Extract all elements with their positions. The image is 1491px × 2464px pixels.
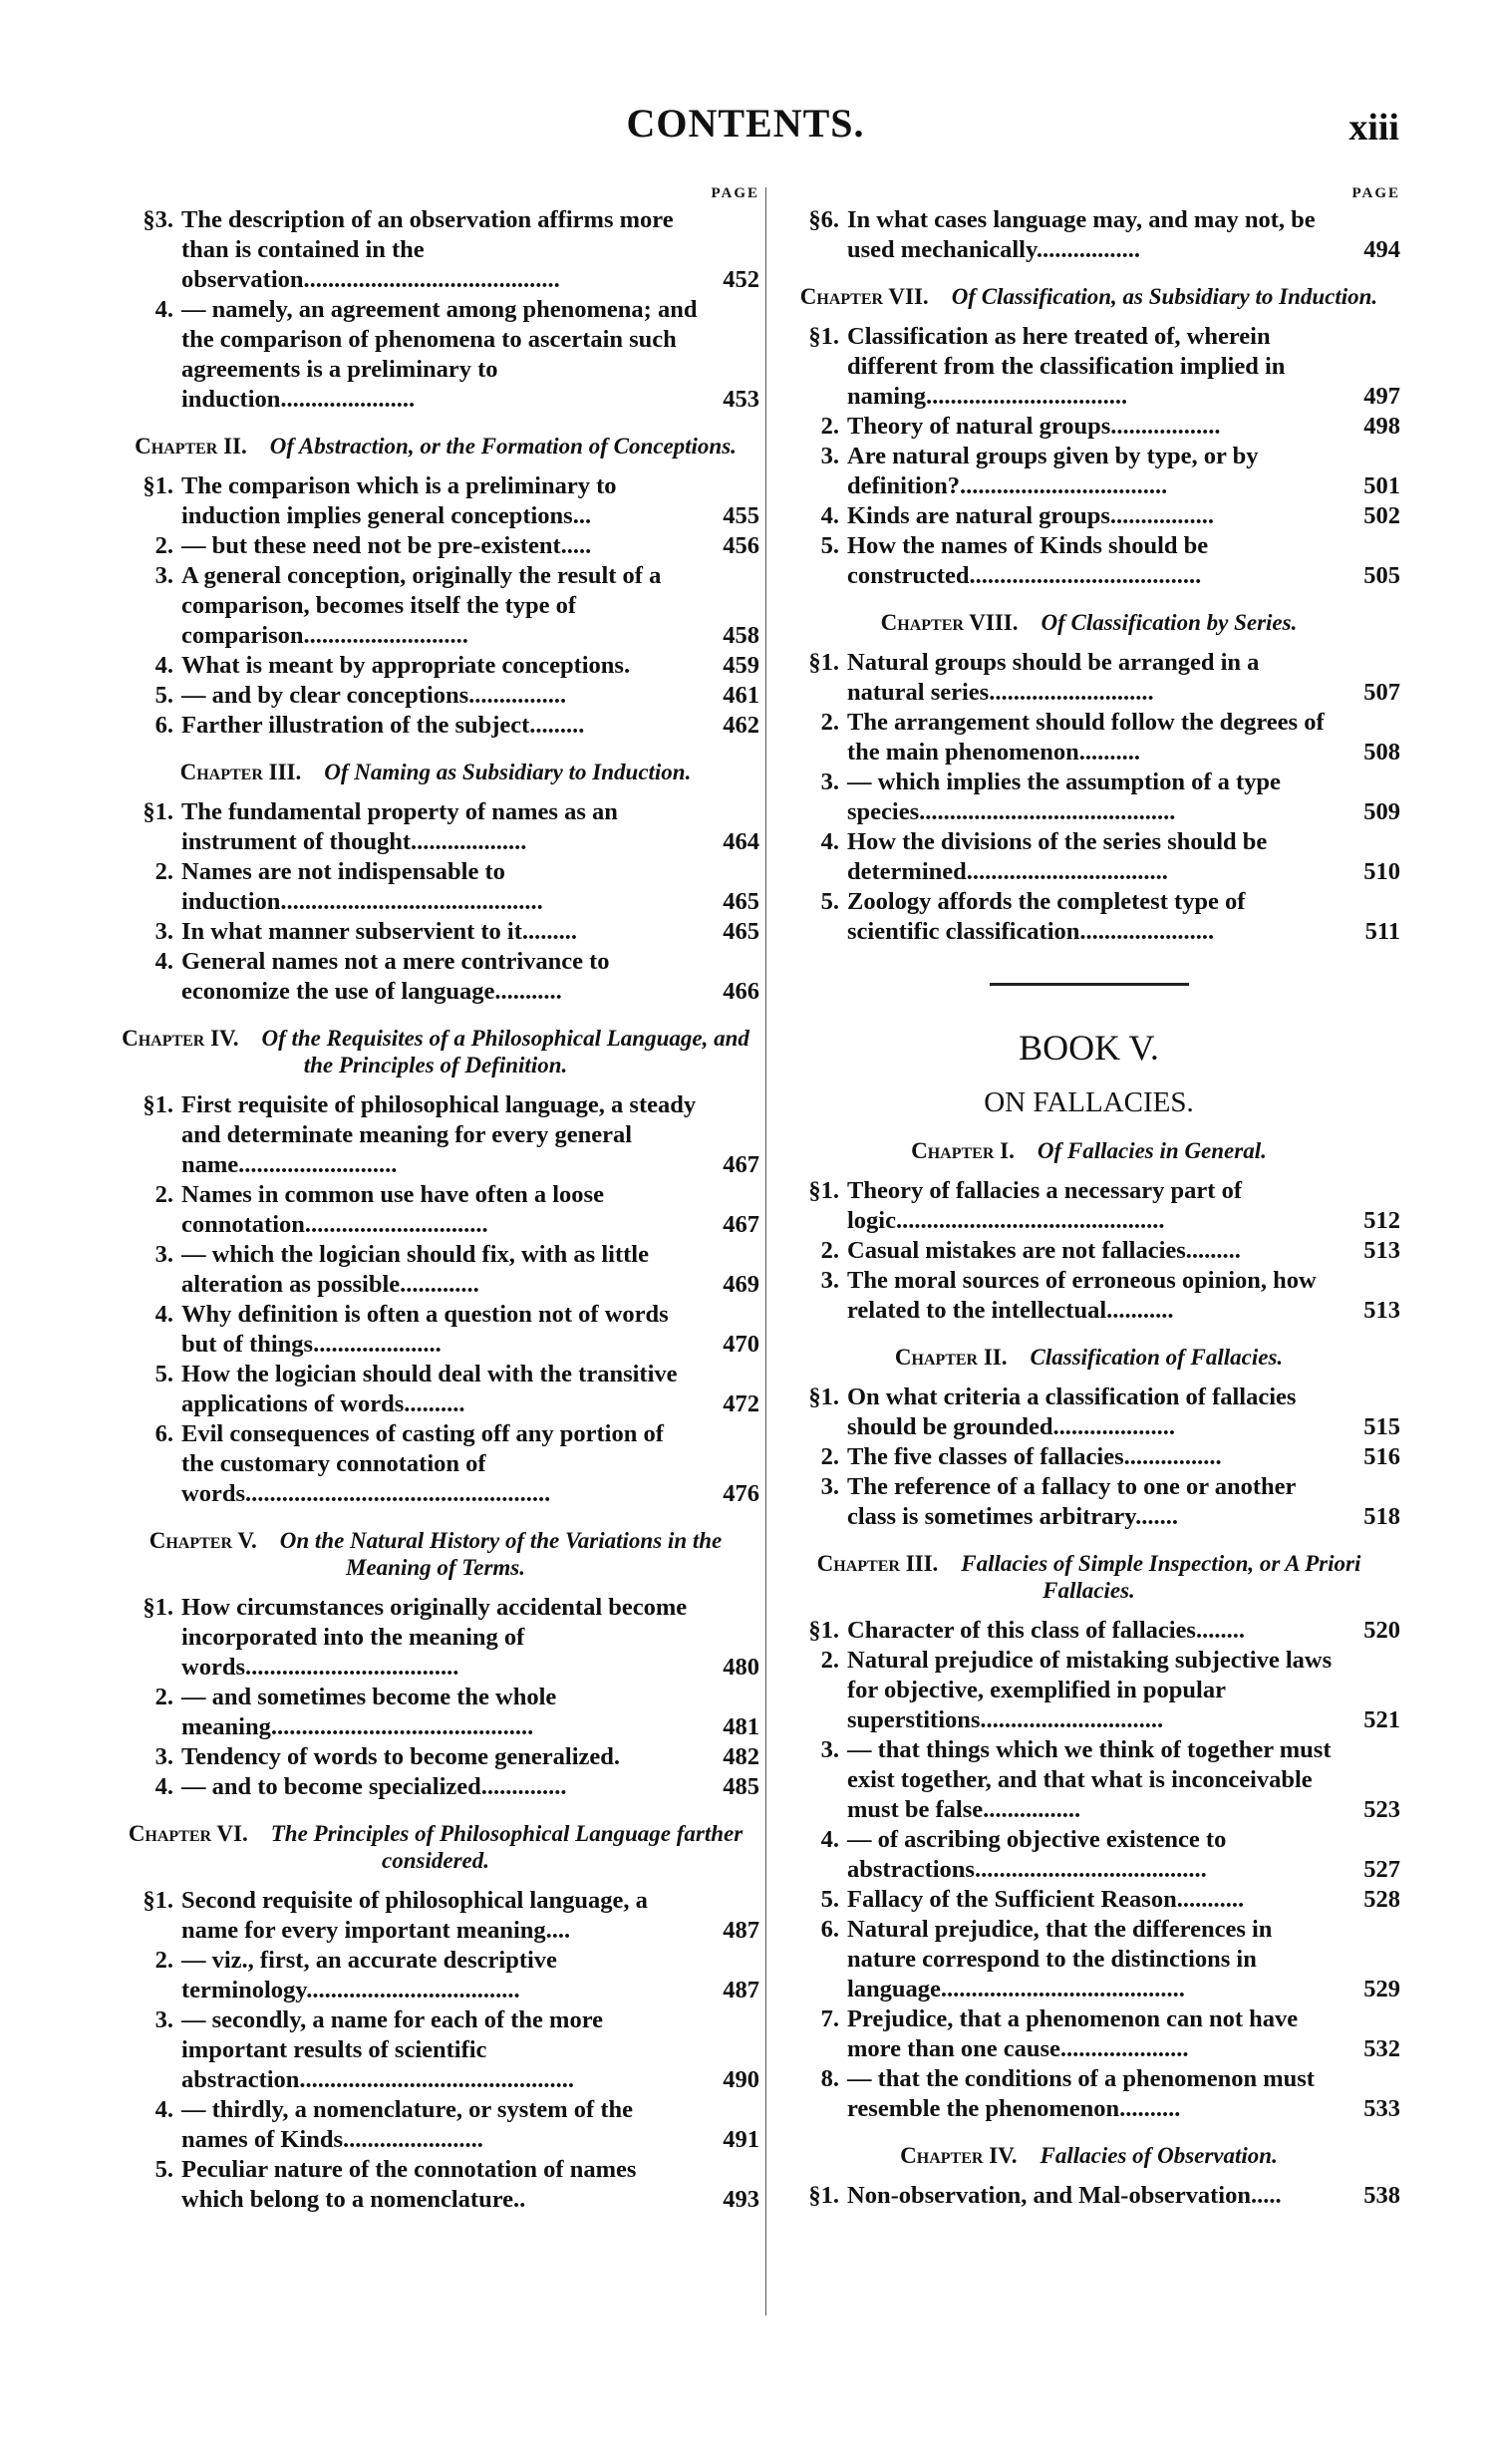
section-title: — that the conditions of a phenomenon must resemble the phenomenon.......... [847,2065,1315,2122]
section-number: 6. [154,712,173,739]
toc-entry [777,1176,1400,1236]
page-reference: 529 [1363,1976,1400,2002]
chapter-title: Of Fallacies in General. [1037,1138,1267,1163]
section-number: §6. [808,206,839,233]
chapter-title: On the Natural History of the Variations in the Meaning of Terms. [279,1528,723,1580]
section-number: 2. [154,1684,173,1710]
toc-entry [112,1683,759,1742]
page-reference: 476 [723,1480,759,1507]
toc-entry [777,1885,1400,1915]
page-reference: 452 [723,266,759,293]
page-reference: 538 [1363,2182,1400,2209]
toc-entry [777,501,1400,531]
toc-entry [777,648,1400,708]
section-number: 4. [820,1826,839,1853]
toc-entry [777,322,1400,412]
toc-entry [112,1300,759,1360]
chapter-label: Chapter II. [135,434,247,459]
section-title: — and to become specialized.............. [181,1773,567,1800]
section-title: A general conception, originally the result of a comparison, becomes itself the type of comparison........................... [181,562,662,649]
page-reference: 501 [1363,472,1400,499]
section-title: Character of this class of fallacies........ [847,1617,1245,1644]
chapter-label: Chapter VIII. [880,610,1019,635]
toc-entry [777,205,1400,265]
section-number: 2. [820,709,839,736]
toc-entry [112,1360,759,1419]
section-number: 3. [820,1736,839,1763]
section-title: — that things which we think of together must exist together, and that what is inconceivable must be false................ [847,1736,1332,1823]
page-reference: 467 [723,1211,759,1238]
toc-entry [112,681,759,711]
toc-entry [112,2155,759,2215]
page-reference: 494 [1363,236,1400,263]
toc-entry [112,1946,759,2005]
chapter-heading [112,759,759,785]
toc-entry [777,1915,1400,2004]
page-reference: 459 [723,652,759,679]
toc-entry [777,531,1400,591]
page-header [0,100,1491,159]
toc-entry [777,1646,1400,1735]
toc-entry [112,857,759,917]
section-title: — namely, an agreement among phenomena; and the comparison of phenomena to ascertain such agreements is a preliminary to induction...................... [181,296,698,413]
toc-entry [112,1180,759,1240]
chapter-title: Fallacies of Observation. [1040,2143,1278,2168]
section-number: §1. [808,649,839,676]
chapter-heading [112,1025,759,1078]
book-groups [777,1137,1400,2211]
page-reference: 465 [723,888,759,915]
section-number: 7. [820,2005,839,2032]
section-number: 2. [820,1647,839,1674]
toc-entry [777,1266,1400,1326]
section-number: 3. [154,918,173,945]
section-title: Theory of natural groups.................. [847,413,1221,440]
page-reference: 505 [1363,562,1400,589]
section-title: The description of an observation affirms more than is contained in the observation.......................................... [181,206,674,293]
section-title: How circumstances originally accidental become incorporated into the meaning of words................................... [181,1594,688,1681]
section-title: — viz., first, an accurate descriptive terminology................................... [181,1947,557,2003]
page-reference: 510 [1363,858,1400,885]
section-title: Theory of fallacies a necessary part of logic............................................ [847,1177,1242,1234]
page-reference: 527 [1363,1856,1400,1883]
section-title: The five classes of fallacies................ [847,1443,1222,1470]
section-title: Natural prejudice of mistaking subjective laws for objective, exemplified in popular superstitions.............................. [847,1647,1333,1733]
page-reference: 480 [723,1654,759,1681]
column-divider [765,187,766,2315]
chapter-label: Chapter VI. [128,1821,248,1846]
chapter-label: Chapter IV. [122,1026,239,1051]
page-reference: 490 [723,2066,759,2093]
chapter-title: Classification of Fallacies. [1030,1345,1284,1370]
toc-entry [112,561,759,651]
section-title: Natural groups should be arranged in a natural series........................... [847,649,1260,706]
section-title: Non-observation, and Mal-observation..... [847,2182,1282,2209]
chapter-title: The Principles of Philosophical Language farther considered. [270,1821,744,1873]
section-title: — of ascribing objective existence to abstractions...................................... [847,1826,1227,1883]
page-title: CONTENTS. [626,101,865,146]
section-number: 5. [154,2156,173,2183]
toc-entry [112,917,759,947]
chapter-title: Of Naming as Subsidiary to Induction. [324,760,692,784]
section-number: 3. [154,1241,173,1268]
toc-entry [112,2095,759,2155]
toc-entry [112,1772,759,1802]
section-title: — and sometimes become the whole meaning........................................... [181,1684,557,1740]
section-number: 8. [820,2065,839,2092]
section-number: §1. [143,1887,173,1914]
chapter-heading [112,433,759,460]
book-title: BOOK V. [1019,1028,1159,1068]
page-reference: 482 [723,1743,759,1770]
toc-entry [777,1472,1400,1532]
page-reference: 453 [723,386,759,413]
toc-entry [112,711,759,741]
chapter-label: Chapter IV. [900,2143,1018,2168]
section-number: 2. [154,532,173,559]
chapter-label: Chapter III. [179,760,302,784]
chapter-title: Of the Requisites of a Philosophical Language, and the Principles of Definition. [261,1026,749,1078]
toc-entry [777,2004,1400,2064]
page-reference: 516 [1363,1443,1400,1470]
page-reference: 461 [723,682,759,709]
section-number: §1. [143,472,173,499]
section-title: The comparison which is a preliminary to induction implies general conceptions... [181,472,617,529]
page-column-label: PAGE [711,185,759,201]
page-reference: 497 [1363,383,1400,410]
page-reference: 498 [1363,413,1400,440]
page-reference: 493 [723,2186,759,2213]
toc-entry [777,2181,1400,2211]
page-reference: 464 [723,828,759,855]
section-title: In what cases language may, and may not, be used mechanically................. [847,206,1316,263]
toc-entry [777,442,1400,501]
section-title: Peculiar nature of the connotation of names which belong to a nomenclature.. [181,2156,637,2213]
page-reference: 487 [723,1917,759,1944]
page-reference: 508 [1363,739,1400,766]
section-title: Prejudice, that a phenomenon can not have more than one cause..................... [847,2005,1299,2062]
page-reference: 458 [723,622,759,649]
section-number: 3. [820,1473,839,1500]
section-number: 4. [154,1773,173,1800]
page-reference: 518 [1363,1503,1400,1530]
page-reference: 511 [1364,918,1400,945]
section-title: Natural prejudice, that the differences in nature correspond to the distinctions in language........................................ [847,1916,1273,2002]
toc-entry [777,412,1400,442]
page-reference: 513 [1363,1237,1400,1264]
page-reference: 485 [723,1773,759,1800]
section-number: 2. [154,1947,173,1974]
section-number: 6. [154,1420,173,1447]
chapter-label: Chapter III. [816,1551,939,1576]
page-reference: 509 [1363,798,1400,825]
page-reference: 523 [1363,1796,1400,1823]
section-title: In what manner subservient to it......... [181,918,578,945]
page-reference: 465 [723,918,759,945]
section-title: Farther illustration of the subject......... [181,712,585,739]
section-number: 5. [820,1886,839,1913]
section-number: 3. [820,769,839,795]
section-title: What is meant by appropriate conceptions. [181,652,631,679]
chapter-title: Of Classification, as Subsidiary to Induction. [951,284,1378,309]
book-separator-rule [990,983,1189,986]
page-reference: 507 [1363,679,1400,706]
section-title: Names in common use have often a loose connotation.............................. [181,1181,604,1238]
section-title: — which implies the assumption of a type species.......................................... [847,769,1281,825]
page-reference: 472 [723,1390,759,1417]
section-title: Zoology affords the completest type of scientific classification...................... [847,888,1246,945]
page-reference: 491 [723,2126,759,2153]
section-title: Fallacy of the Sufficient Reason........... [847,1886,1245,1913]
section-number: 5. [154,1361,173,1387]
section-title: How the names of Kinds should be constructed...................................... [847,532,1209,589]
section-title: How the logician should deal with the transitive applications of words.......... [181,1361,678,1417]
page-number: xiii [1348,107,1399,149]
section-number: 3. [154,2006,173,2033]
toc-entry [112,205,759,295]
section-title: The moral sources of erroneous opinion, how related to the intellectual........... [847,1267,1317,1324]
section-number: 3. [820,1267,839,1294]
section-number: 6. [820,1916,839,1943]
page-reference: 470 [723,1331,759,1358]
section-number: 4. [820,502,839,529]
chapter-title: Of Abstraction, or the Formation of Conceptions. [269,434,737,459]
page-reference: 502 [1363,502,1400,529]
toc-entry [777,1825,1400,1885]
section-title: — and by clear conceptions................ [181,682,567,709]
toc-entry [112,1419,759,1509]
toc-entry [112,947,759,1007]
page-reference: 456 [723,532,759,559]
section-number: 4. [154,296,173,323]
section-number: 4. [820,828,839,855]
chapter-heading [777,1550,1400,1604]
section-number: 2. [820,1237,839,1264]
section-number: 5. [820,532,839,559]
section-title: Second requisite of philosophical language, a name for every important meaning.... [181,1887,648,1944]
section-number: 5. [154,682,173,709]
section-number: §1. [808,2182,839,2209]
section-number: 4. [154,2096,173,2123]
page-reference: 467 [723,1151,759,1178]
book-subtitle: ON FALLACIES. [984,1086,1194,1118]
toc-entry [777,1616,1400,1646]
toc-entry [777,887,1400,947]
chapter-heading [112,1527,759,1581]
section-number: 3. [154,562,173,589]
chapter-heading [777,609,1400,636]
page-reference: 521 [1363,1706,1400,1733]
page-reference: 469 [723,1271,759,1298]
toc-entry [777,827,1400,887]
section-number: §1. [143,1091,173,1118]
section-title: — which the logician should fix, with as little alteration as possible............. [181,1241,649,1298]
section-title: — thirdly, a nomenclature, or system of the names of Kinds....................... [181,2096,633,2153]
toc-entry [777,1236,1400,1266]
chapter-title: Fallacies of Simple Inspection, or A Priori Fallacies. [961,1551,1361,1603]
chapter-heading [777,283,1400,310]
section-number: §1. [808,1177,839,1204]
chapter-heading [777,2142,1400,2169]
section-number: 2. [154,1181,173,1208]
section-number: 2. [154,858,173,885]
chapter-label: Chapter I. [911,1138,1015,1163]
section-title: First requisite of philosophical language, a steady and determinate meaning for every general name.......................... [181,1091,697,1178]
page-reference: 533 [1363,2095,1400,2122]
toc-entry [112,1240,759,1300]
page-reference: 513 [1363,1297,1400,1324]
toc-entry [777,708,1400,768]
section-number: 4. [154,652,173,679]
section-number: 4. [154,1301,173,1328]
toc-entry [112,531,759,561]
section-number: 3. [154,1743,173,1770]
section-title: Why definition is often a question not of words but of things..................... [181,1301,669,1358]
section-number: 2. [820,1443,839,1470]
section-number: §1. [143,798,173,825]
page-reference: 528 [1363,1886,1400,1913]
section-title: Tendency of words to become generalized. [181,1743,621,1770]
section-title: — secondly, a name for each of the more important results of scientific abstraction............................................. [181,2006,604,2093]
section-title: Kinds are natural groups................. [847,502,1215,529]
section-title: Evil consequences of casting off any portion of the customary connotation of words.................................................. [181,1420,664,1507]
page-reference: 462 [723,712,759,739]
section-title: The arrangement should follow the degrees of the main phenomenon.......... [847,709,1325,766]
section-title: Are natural groups given by type, or by definition?.................................. [847,443,1259,499]
chapter-heading [777,1137,1400,1164]
left-column [112,185,759,2215]
section-number: §1. [808,323,839,350]
section-number: §1. [808,1384,839,1410]
chapter-label: Chapter VII. [799,284,929,309]
toc-entry [112,797,759,857]
section-number: 5. [820,888,839,915]
page-reference: 481 [723,1713,759,1740]
toc-entry [112,651,759,681]
section-number: §1. [143,1594,173,1621]
page-reference: 520 [1363,1617,1400,1644]
chapter-heading [777,1344,1400,1371]
toc-entry [777,768,1400,827]
toc-entry [112,295,759,415]
section-title: — but these need not be pre-existent..... [181,532,592,559]
section-title: Names are not indispensable to induction........................................... [181,858,543,915]
page-reference: 532 [1363,2035,1400,2062]
left-groups [112,205,759,2215]
toc-entry [777,1383,1400,1442]
section-number: 2. [820,413,839,440]
section-title: General names not a mere contrivance to economize the use of language........... [181,948,610,1005]
toc-entry [112,471,759,531]
section-title: The reference of a fallacy to one or another class is sometimes arbitrary....... [847,1473,1296,1530]
right-column [777,185,1400,2211]
toc-entry [777,2064,1400,2124]
toc-entry [112,1742,759,1772]
toc-entry [777,1442,1400,1472]
section-title: On what criteria a classification of fallacies should be grounded.................... [847,1384,1297,1440]
section-number: §3. [143,206,173,233]
page-reference: 455 [723,502,759,529]
toc-entry [112,1886,759,1946]
page-reference: 487 [723,1977,759,2003]
section-title: How the divisions of the series should be determined................................. [847,828,1268,885]
page-column-label: PAGE [1351,185,1400,201]
right-groups [777,205,1400,947]
section-title: Classification as here treated of, wherein different from the classification implied in naming................................. [847,323,1286,410]
section-title: The fundamental property of names as an instrument of thought................... [181,798,618,855]
page-reference: 466 [723,978,759,1005]
toc-entry [112,1090,759,1180]
section-title: Casual mistakes are not fallacies......... [847,1237,1241,1264]
section-number: §1. [808,1617,839,1644]
toc-entry [112,1593,759,1683]
chapter-label: Chapter II. [894,1345,1008,1370]
section-number: 3. [820,443,839,469]
page-reference: 512 [1363,1207,1400,1234]
chapter-label: Chapter V. [149,1528,257,1553]
section-number: 4. [154,948,173,975]
chapter-title: Of Classification by Series. [1041,610,1298,635]
chapter-heading [112,1820,759,1874]
toc-entry [777,1735,1400,1825]
toc-entry [112,2005,759,2095]
page-reference: 515 [1363,1413,1400,1440]
